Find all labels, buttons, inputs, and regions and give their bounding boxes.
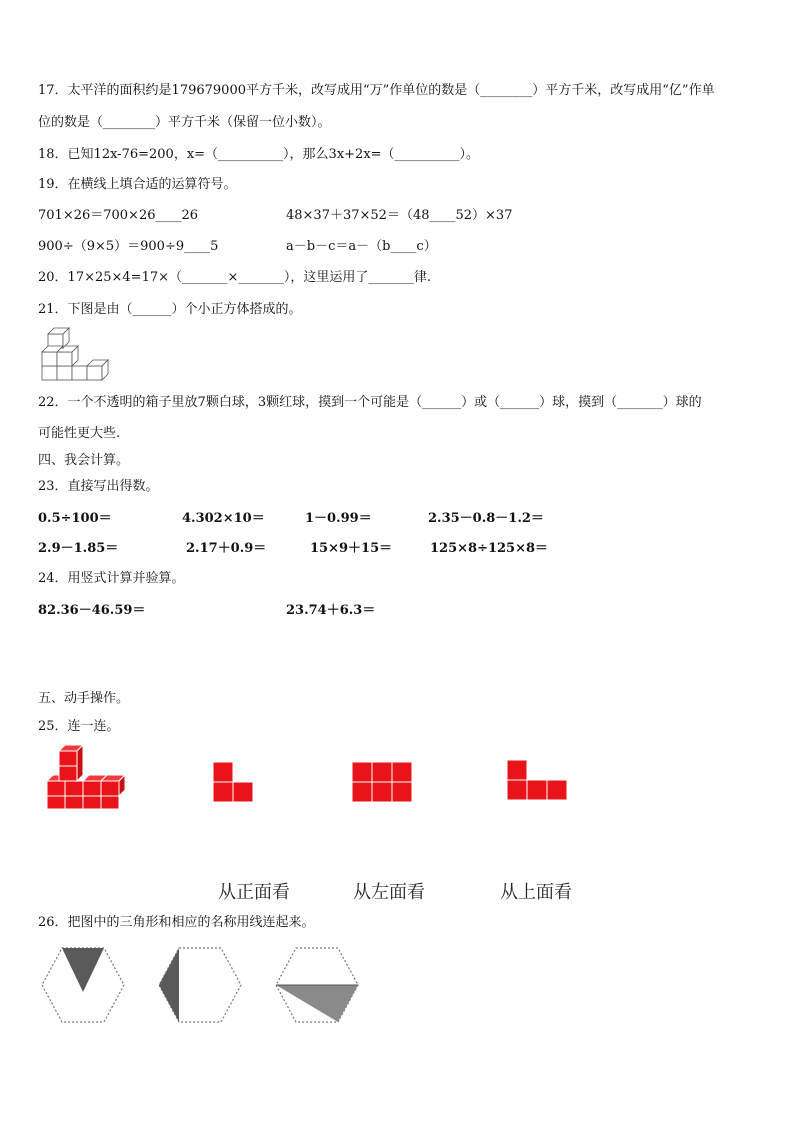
q23-item: 4.302×10＝	[182, 511, 265, 526]
q17-line2: 位的数是（________）平方千米（保留一位小数）。	[38, 115, 331, 130]
q24-item-1: 82.36－46.59＝	[38, 603, 146, 618]
hexagon-with-triangle-2	[157, 946, 243, 1024]
red-view-grid-3x2	[352, 762, 412, 802]
q19-item-3: 900÷（9×5）＝900÷9____5	[38, 239, 219, 254]
section-4-heading: 四、我会计算。	[38, 453, 130, 468]
q20-text: 20．17×25×4=17×（_______×_______），这里运用了_______律.	[38, 270, 432, 285]
q23-item: 1－0.99＝	[305, 511, 372, 526]
q24-item-2: 23.74＋6.3＝	[286, 603, 376, 618]
caption-left-view: 从左面看	[353, 882, 425, 903]
q19-title: 19．在横线上填合适的运算符号。	[38, 177, 237, 192]
red-solid-3d-figure	[46, 748, 126, 810]
red-view-long-l-shape	[507, 760, 567, 800]
q24-title: 24．用竖式计算并验算。	[38, 571, 185, 586]
q23-item: 0.5÷100＝	[38, 511, 112, 526]
q23-item: 2.17＋0.9＝	[186, 541, 267, 556]
q18-text: 18．已知12x-76=200，x=（__________），那么3x+2x=（__________）。	[38, 147, 480, 162]
q22-line2: 可能性更大些.	[38, 426, 121, 441]
q19-item-2: 48×37＋37×52＝（48____52）×37	[286, 208, 513, 223]
hexagon-with-triangle-3	[274, 946, 360, 1024]
q23-item: 125×8÷125×8＝	[430, 541, 549, 556]
q23-item: 2.35－0.8－1.2＝	[428, 511, 544, 526]
q23-item: 15×9＋15＝	[310, 541, 393, 556]
cube-stack-figure	[40, 326, 110, 382]
q19-item-4: a－b－c＝a－（b____c）	[286, 239, 437, 254]
caption-front-view: 从正面看	[218, 882, 290, 903]
q23-title: 23．直接写出得数。	[38, 479, 159, 494]
q26-text: 26．把图中的三角形和相应的名称用线连起来。	[38, 915, 315, 930]
q25-title: 25．连一连。	[38, 719, 120, 734]
red-view-l-shape	[213, 762, 255, 802]
q21-text: 21．下图是由（______）个小正方体搭成的。	[38, 302, 302, 317]
q17-line1: 17．太平洋的面积约是179679000平方千米，改写成用“万”作单位的数是（________）平方千米，改写成用“亿”作单	[38, 83, 715, 98]
q19-item-1: 701×26＝700×26____26	[38, 208, 199, 223]
caption-top-view: 从上面看	[500, 882, 572, 903]
q23-item: 2.9－1.85＝	[38, 541, 119, 556]
q22-line1: 22．一个不透明的箱子里放7颗白球，3颗红球，摸到一个可能是（______）或（______）球，摸到（_______）球的	[38, 395, 702, 410]
section-5-heading: 五、动手操作。	[38, 691, 130, 706]
hexagon-with-triangle-1	[40, 946, 126, 1024]
